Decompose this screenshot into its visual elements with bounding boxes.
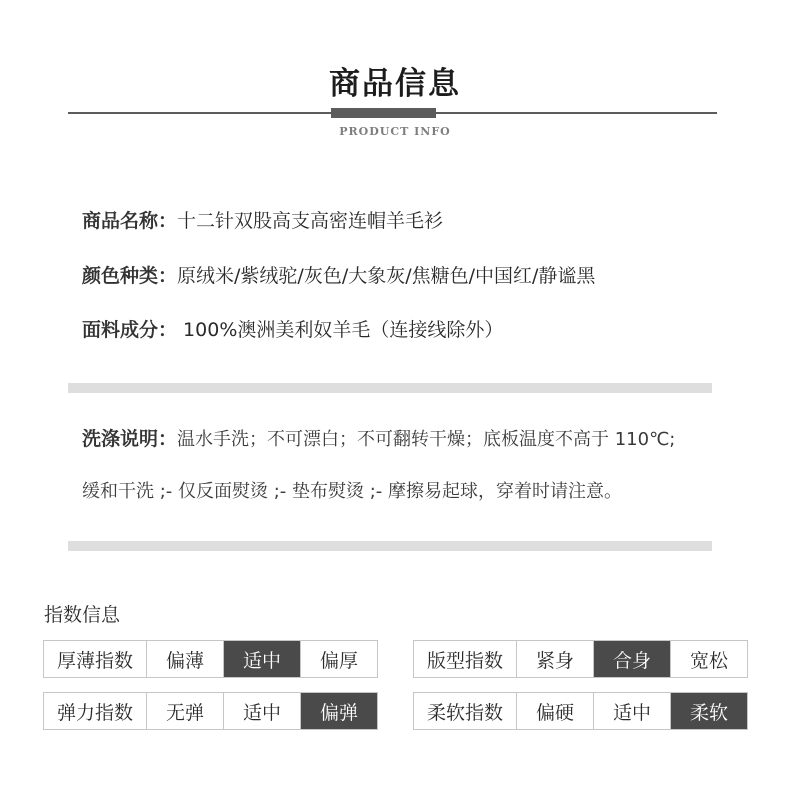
index-option: 偏厚	[300, 641, 377, 677]
section-separator	[68, 541, 712, 551]
index-option: 宽松	[670, 641, 747, 677]
title-accent-bar	[331, 108, 436, 118]
index-option-selected: 适中	[223, 641, 300, 677]
index-option: 紧身	[516, 641, 593, 677]
index-option-selected: 柔软	[670, 693, 747, 729]
index-option: 偏薄	[146, 641, 223, 677]
color-row	[82, 261, 595, 288]
index-option-selected: 合身	[593, 641, 670, 677]
index-table-fit	[413, 640, 748, 678]
color-value: 原绒米/紫绒驼/灰色/大象灰/焦糖色/中国红/静谧黑	[177, 265, 596, 287]
index-table-elasticity	[43, 692, 378, 730]
section-separator	[68, 383, 712, 393]
page-title: 商品信息	[329, 66, 461, 102]
index-option: 无弹	[146, 693, 223, 729]
product-name-value: 十二针双股高支高密连帽羊毛衫	[177, 210, 444, 232]
fabric-value: 100%澳洲美利奴羊毛（连接线除外）	[177, 319, 504, 341]
wash-row-2	[82, 477, 622, 503]
index-option: 偏硬	[516, 693, 593, 729]
index-option: 适中	[593, 693, 670, 729]
fabric-row	[82, 315, 503, 342]
product-name-label: 商品名称：	[82, 210, 178, 232]
index-option: 适中	[223, 693, 300, 729]
index-label: 柔软指数	[426, 701, 503, 724]
wash-line-2: 缓和干洗 ;- 仅反面熨烫 ;- 垫布熨烫 ;- 摩擦易起球，穿着时请注意。	[82, 481, 623, 502]
fabric-label: 面料成分：	[82, 319, 178, 341]
index-label: 厚薄指数	[56, 649, 133, 672]
index-label: 弹力指数	[56, 701, 133, 724]
index-label: 版型指数	[426, 649, 503, 672]
wash-label: 洗涤说明：	[82, 428, 178, 450]
index-option-selected: 偏弹	[300, 693, 377, 729]
wash-line-1: 温水手洗；不可漂白；不可翻转干燥；底板温度不高于 110℃;	[177, 429, 676, 450]
index-table-softness	[413, 692, 748, 730]
product-name-row	[82, 206, 443, 233]
index-table-thickness	[43, 640, 378, 678]
wash-row-1	[82, 424, 675, 451]
color-label: 颜色种类：	[82, 265, 178, 287]
index-title: 指数信息	[44, 604, 121, 626]
page-subtitle: PRODUCT INFO	[339, 125, 451, 138]
